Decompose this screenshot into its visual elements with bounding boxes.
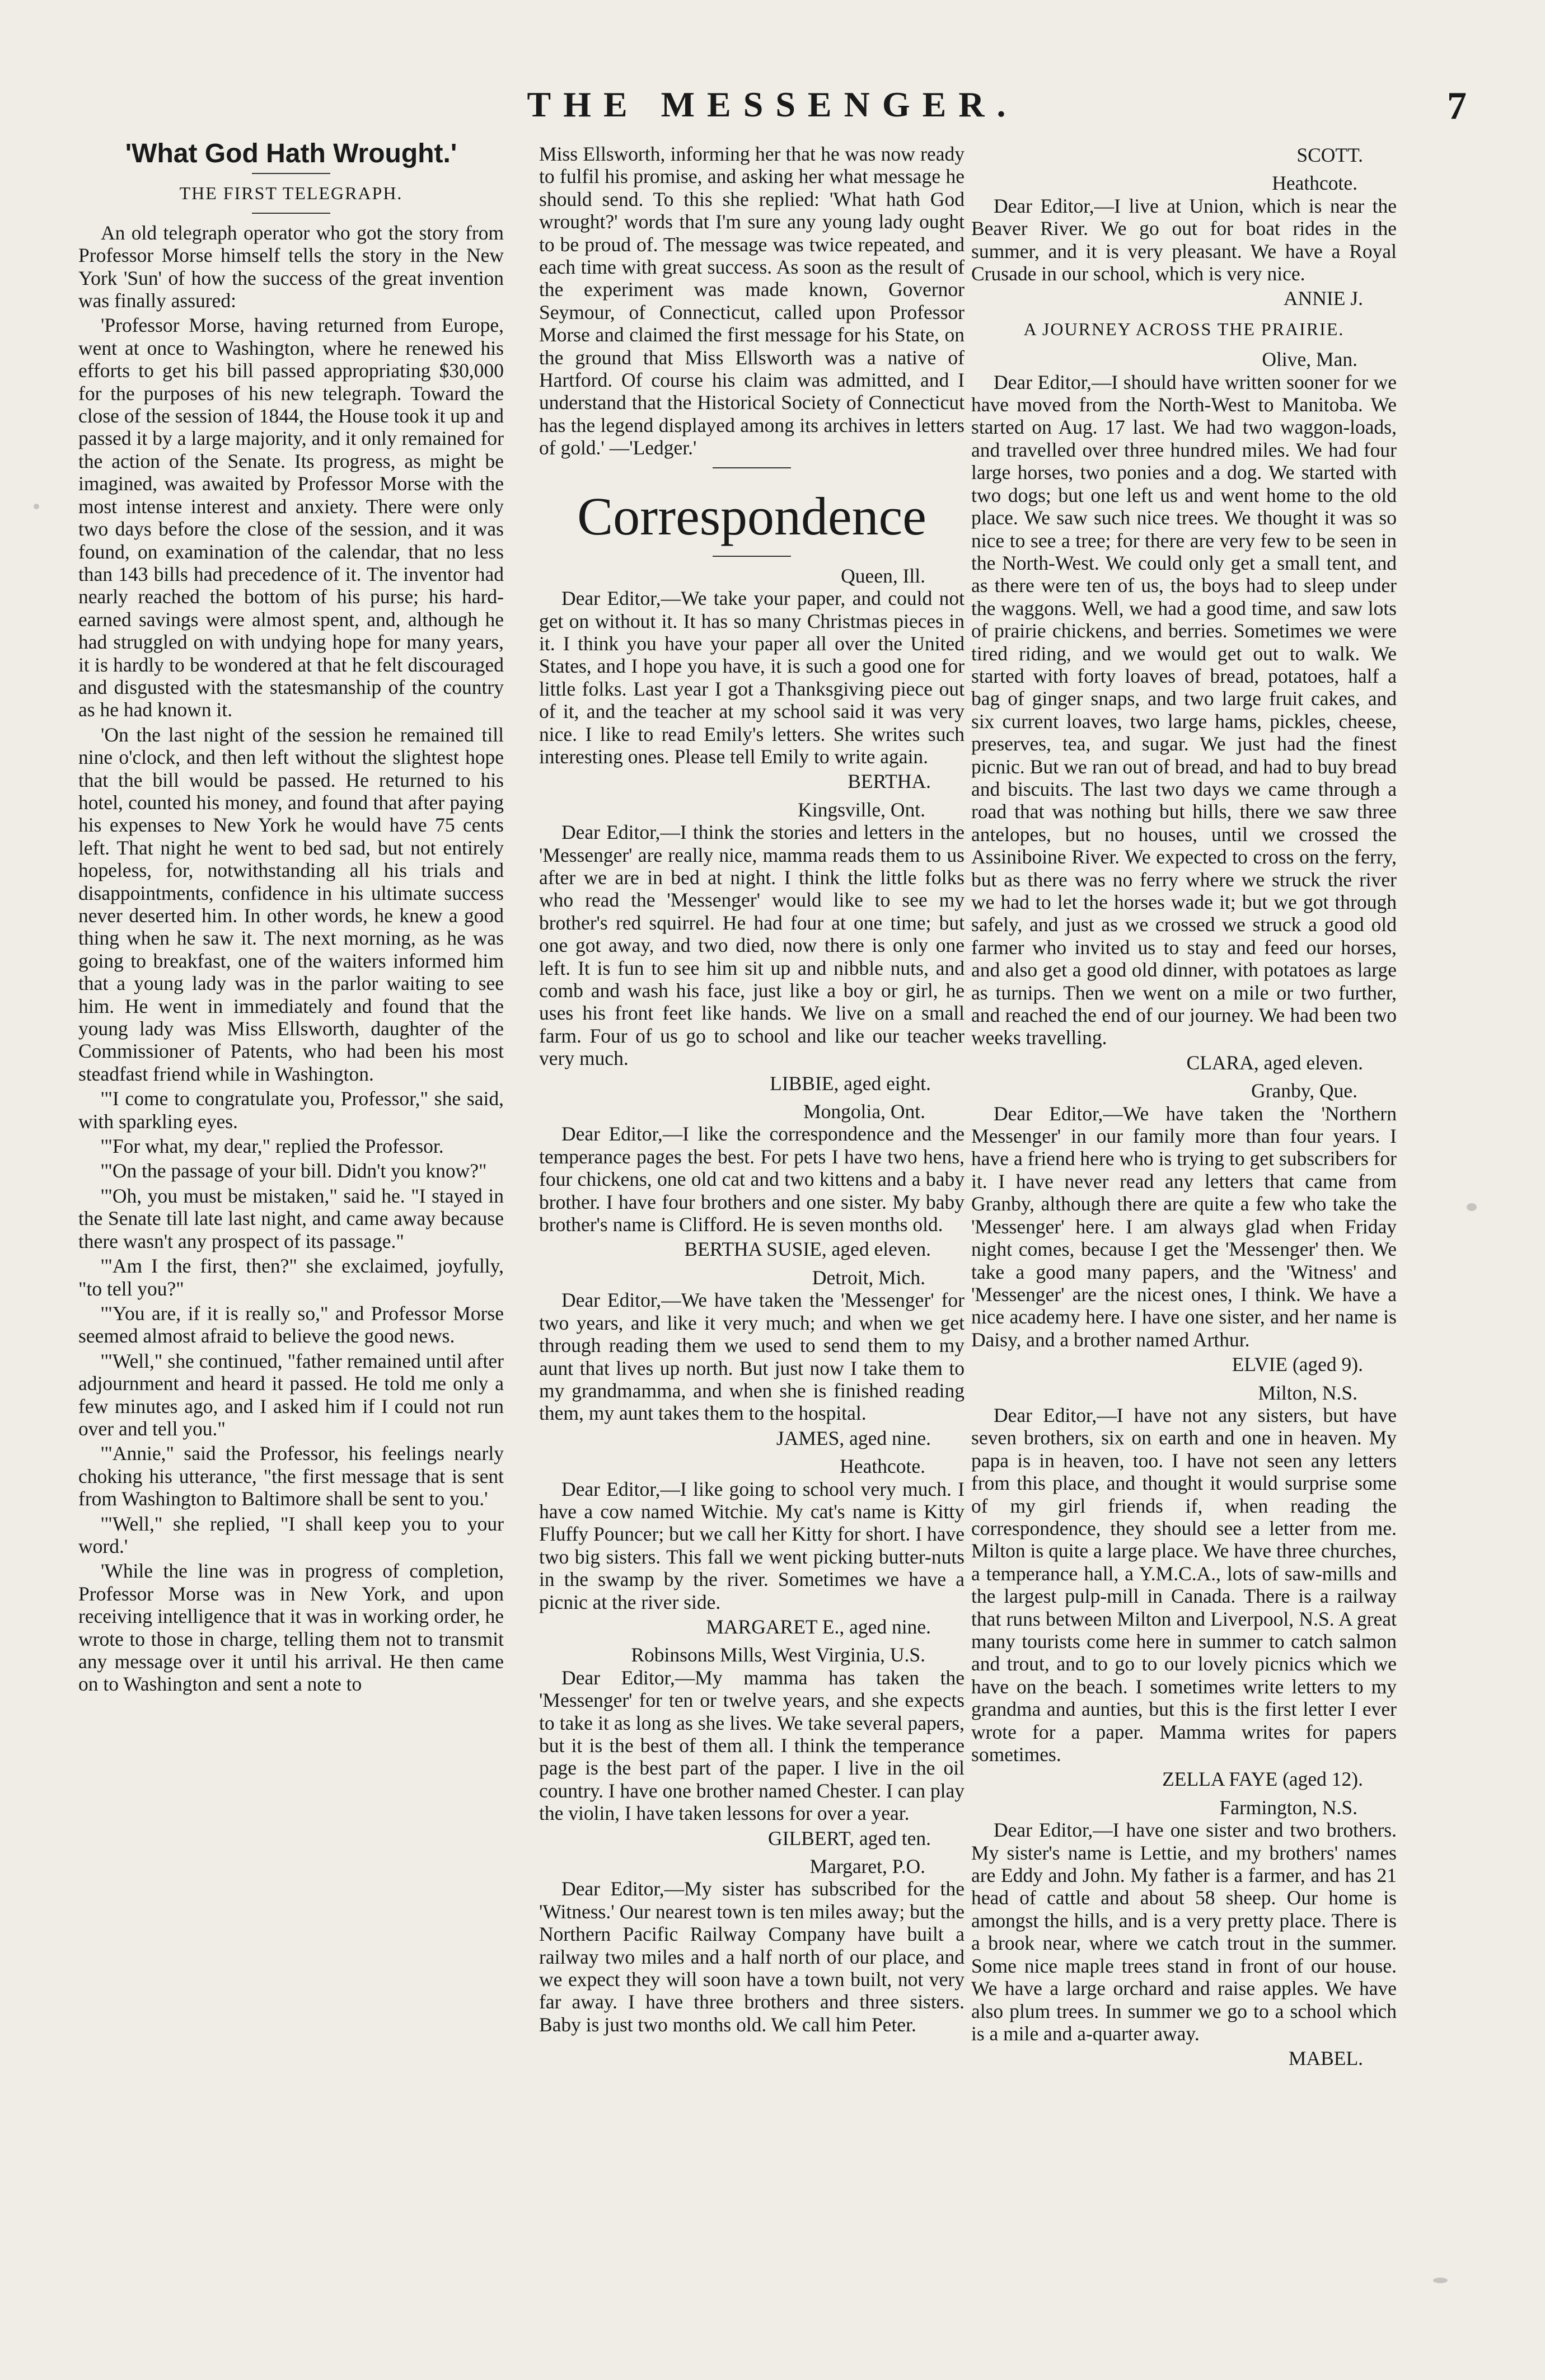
masthead: THE MESSENGER.: [527, 85, 1018, 124]
paper-speck: [34, 504, 39, 509]
letter-body: Dear Editor,—We have taken the 'Northern Messenger' in our family more than four years. I have a friend here who is trying to get subscribers for it. I have never read any letters that came from Granby, although there are quite a few who take the 'Messenger' here. I am always glad when Friday night comes, because I get the 'Messenger' then. We take a good many papers, and the 'Witness' and 'Messenger' are the nicest ones, I think. We have a nice academy here. I have one sister, and her name is Daisy, and a brother named Arthur.: [971, 1102, 1397, 1351]
letter-body: Dear Editor,—I live at Union, which is near the Beaver River. We go out for boat rides in the summer, and it is very pleasant. We have a Royal Crusade in our school, which is very nice.: [971, 194, 1397, 285]
article-paragraph: '"I come to congratulate you, Professor," she said, with sparkling eyes.: [78, 1087, 504, 1133]
letter-signature: GILBERT, aged ten.: [768, 1827, 931, 1849]
letter-signature: ELVIE (aged 9).: [1232, 1353, 1363, 1376]
article-paragraph: '"Annie," said the Professor, his feelings nearly choking his utterance, "the first message that is sent from Washington to Baltimore shall be sent to you.': [78, 1442, 504, 1510]
letter-body: Dear Editor,—My sister has subscribed for the 'Witness.' Our nearest town is ten miles away; but the Northern Pacific Railway Company have built a railway two miles and a half north of our place, and we expect they will soon have a town built, not very far away. I have three brothers and three sisters. Baby is just two months old. We call him Peter.: [539, 1877, 965, 2036]
letter-place: Granby, Que.: [1251, 1079, 1357, 1102]
letter-signature: CLARA, aged eleven.: [1186, 1051, 1363, 1074]
article-subtitle: THE FIRST TELEGRAPH.: [179, 183, 403, 204]
column-3: [971, 143, 1397, 2336]
divider: [713, 467, 791, 468]
letter-body: Dear Editor,—We take your paper, and could not get on without it. It has so many Christmas pieces in it. I think you have your paper all over the United States, and I hope you have, it is such a good one for little folks. Last year I got a Thanksgiving piece out of it, and the teacher at my school said it was very nice. I like to read Emily's letters. She writes such interesting ones. Please tell Emily to write again.: [539, 587, 965, 768]
letter-place: Milton, N.S.: [1258, 1381, 1357, 1404]
article-paragraph: Miss Ellsworth, informing her that he was now ready to fulfil his promise, and asking her what message he should send. To this she replied: 'What hath God wrought?' words that I'm sure any young lady ought to be proud of. The message was twice repeated, and each time with great success. As soon as the result of the experiment was made known, Governor Seymour, of Connecticut, called upon Professor Morse and claimed the first message for his State, on the ground that Miss Ellsworth was a native of Hartford. Of course his claim was admitted, and I understand that the Historical Society of Connecticut has the legend displayed among its archives in letters of gold.' —'Ledger.': [539, 143, 965, 459]
divider: [252, 213, 330, 214]
letter-body: Dear Editor,—I have one sister and two brothers. My sister's name is Lettie, and my brothers' names are Eddy and John. My father is a farmer, and has 21 head of cattle and about 58 sheep. Our home is amongst the hills, and is a very pretty place. There is a brook near, where we catch trout in the summer. Some nice maple trees stand in front of our house. We have a large orchard and raise apples. We have also plum trees. In summer we go to a school which is a mile and a-quarter away.: [971, 1819, 1397, 2045]
letter-signature: LIBBIE, aged eight.: [770, 1072, 931, 1095]
letter-place: Mongolia, Ont.: [803, 1100, 925, 1123]
letter-signature: SCOTT.: [1296, 144, 1363, 166]
letter-body: Dear Editor,—I like the correspondence and the temperance pages the best. For pets I have two hens, four chickens, one old cat and two kittens and a baby brother. I have four brothers and one sister. My baby brother's name is Clifford. He is seven months old.: [539, 1123, 965, 1236]
letter-signature: JAMES, aged nine.: [776, 1426, 931, 1449]
letter-place: Heathcote.: [1272, 172, 1357, 195]
letter-body: Dear Editor,—I have not any sisters, but have seven brothers, six on earth and one in heaven. My papa is in heaven, too. I have not seen any letters from this place, and thought it would surprise some of my girl friends if, when reading the correspondence, they should see a letter from me. Milton is quite a large place. We have three churches, a temperance hall, a Y.M.C.A., lots of saw-mills and the largest pulp-mill in Canada. There is a railway that runs between Milton and Liverpool, N.S. A great many tourists come here in summer to catch salmon and trout, and to go to our lovely picnics which we have on the beach. I sometimes write letters to my grandma and aunties, but this is the first letter I ever wrote for a paper. Mamma writes for papers sometimes.: [971, 1403, 1397, 1766]
article-paragraph: '"You are, if it is really so," and Professor Morse seemed almost afraid to believe the good news.: [78, 1302, 504, 1348]
letter-signature: BERTHA.: [848, 770, 931, 793]
paper-speck: [1467, 1203, 1477, 1211]
article-paragraph: '"Am I the first, then?" she exclaimed, joyfully, "to tell you?": [78, 1255, 504, 1300]
letter-place: Margaret, P.O.: [809, 1855, 925, 1878]
article-paragraph: '"On the passage of your bill. Didn't you know?": [101, 1160, 487, 1182]
letter-body: Dear Editor,—I think the stories and letters in the 'Messenger' are really nice, mamma reads them to us after we are in bed at night. I think the little folks who read the 'Messenger' would like to see my brother's red squirrel. He had four at one time; but one got away, and two died, now there is only one left. It is fun to see him sit up and nibble nuts, and comb and wash his face, just like a boy or girl, he uses his front feet like hands. We live on a small farm. Four of us go to school and like our teacher very much.: [539, 821, 965, 1070]
letter-signature: ANNIE J.: [1284, 287, 1363, 310]
letter-place: Farmington, N.S.: [1219, 1796, 1357, 1819]
letter-place: Heathcote.: [840, 1455, 925, 1478]
article-paragraph: '"For what, my dear," replied the Professor.: [101, 1135, 444, 1158]
letter-place: Detroit, Mich.: [812, 1266, 925, 1289]
letter-heading: A JOURNEY ACROSS THE PRAIRIE.: [1023, 318, 1345, 339]
letter-signature: BERTHA SUSIE, aged eleven.: [684, 1238, 931, 1261]
article-paragraph: '"Oh, you must be mistaken," said he. "I stayed in the Senate till late last night, and came away because there wasn't any prospect of its passage.": [78, 1184, 504, 1252]
page-number: 7: [1447, 85, 1467, 128]
column-2: [539, 143, 965, 2336]
divider: [252, 173, 330, 174]
divider: [713, 556, 791, 557]
letter-signature: MARGARET E., aged nine.: [706, 1615, 931, 1638]
article-paragraph: 'While the line was in progress of completion, Professor Morse was in New York, and upon receiving intelligence that it was in working order, he wrote to those in charge, telling them not to transmit any message over it until his arrival. He then came on to Washington and sent a note to: [78, 1560, 504, 1696]
correspondence-title: Correspondence: [577, 486, 926, 546]
article-paragraph: '"Well," she continued, "father remained until after adjournment and heard it passed. He told me only a few minutes ago, and I asked him if I could not run over and tell you.": [78, 1349, 504, 1440]
paper-speck: [1433, 2278, 1448, 2283]
article-title: 'What God Hath Wrought.': [125, 143, 457, 168]
article-paragraph: '"Well," she replied, "I shall keep you to your word.': [78, 1512, 504, 1557]
letter-place: Kingsville, Ont.: [798, 798, 925, 821]
letter-signature: ZELLA FAYE (aged 12).: [1162, 1768, 1363, 1791]
article-paragraph: 'Professor Morse, having returned from Europe, went at once to Washington, where he renewed his efforts to get his bill passed appropriating $30,000 for the purposes of his new telegraph. Toward the close of the session of 1844, the House took it up and passed it by a large majority, and it only remained for the action of the Senate. Its progress, as might be imagined, was awaited by Professor Morse with the most intense interest and anxiety. There were only two days before the close of the session, and it was found, on examination of the calendar, that no less than 143 bills had precedence of it. The inventor had nearly reached the bottom of his purse; his hard-earned savings were almost spent, and, although he had struggled on with undying hope for many years, it is hardly to be wondered at that he felt discouraged and disgusted with the statesmanship of the country as he had known it.: [78, 314, 504, 721]
article-paragraph: 'On the last night of the session he remained till nine o'clock, and then left without the slightest hope that the bill would be passed. He returned to his hotel, counted his money, and found that after paying his expenses to New York he would have 75 cents left. That night he went to bed sad, but not entirely hopeless, for, notwithstanding all his trials and disappointments, confidence in his ultimate success never deserted him. In other words, he knew a good thing when he saw it. The next morning, as he was going to breakfast, one of the waiters informed him that a young lady was in the parlor waiting to see him. He went in immediately and found that the young lady was Miss Ellsworth, daughter of the Commissioner of Patents, who had been his most steadfast friend while in Washington.: [78, 723, 504, 1085]
letter-place: Olive, Man.: [1262, 348, 1357, 371]
article-paragraph: An old telegraph operator who got the story from Professor Morse himself tells the story in the New York 'Sun' of how the success of the great invention was finally assured:: [78, 221, 504, 312]
letter-signature: MABEL.: [1288, 2047, 1363, 2070]
letter-body: Dear Editor,—My mamma has taken the 'Messenger' for ten or twelve years, and she expects to take it as long as she lives. We take several papers, but it is the best of them all. I think the temperance page is the best part of the paper. I live in the oil country. I have one brother named Chester. I can play the violin, I have taken lessons for over a year.: [539, 1666, 965, 1825]
letter-place: Robinsons Mills, West Virginia, U.S.: [631, 1644, 925, 1667]
letter-body: Dear Editor,—I should have written sooner for we have moved from the North-West to Manitoba. We started on Aug. 17 last. We had two waggon-loads, and travelled over three hundred miles. We had four large horses, two ponies and a dog. We started with two dogs; but one left us and went home to the old place. We saw such nice trees. We thought it was so nice to see a tree; for there are very few to be seen in the North-West. We could only get a small tent, and as there were ten of us, the boys had to sleep under the waggons. Well, we had a good time, and saw lots of prairie chickens, and berries. Sometimes we were tired riding, and we would get out to walk. We started with forty loaves of bread, potatoes, half a bag of ginger snaps, and two large fruit cakes, and six current loaves, two large hams, pickles, cheese, preserves, tea, and sugar. We just had the finest picnic. But we ran out of bread, and had to buy bread and biscuits. The last two days we came through a road that was nothing but hills, there we saw three antelopes, but no houses, until we crossed the Assiniboine River. We expected to cross on the ferry, but as there was no ferry where we struck the river we had to let the horses wade it; but we got through safely, and just as we crossed we struck a good old farmer who invited us to stay and feed our horses, and also get a good old dinner, with potatoes as large as turnips. Then we went on a mile or two further, and reached the end of our journey. We had been two weeks travelling.: [971, 370, 1397, 1049]
letter-body: Dear Editor,—I like going to school very much. I have a cow named Witchie. My cat's name is Kitty Fluffy Pouncer; but we call her Kitty for short. I have two big sisters. This fall we went picking butter-nuts in the swamp by the river. Sometimes we have a picnic at the river side.: [539, 1477, 965, 1613]
letter-place: Queen, Ill.: [841, 564, 925, 587]
letter-body: Dear Editor,—We have taken the 'Messenger' for two years, and like it very much; and when we get through reading them we used to send them to my aunt that lives up north. But just now I take them to my grandmamma, and when she is finished reading them, my aunt takes them to the hospital.: [539, 1289, 965, 1425]
column-1: [78, 143, 504, 2336]
